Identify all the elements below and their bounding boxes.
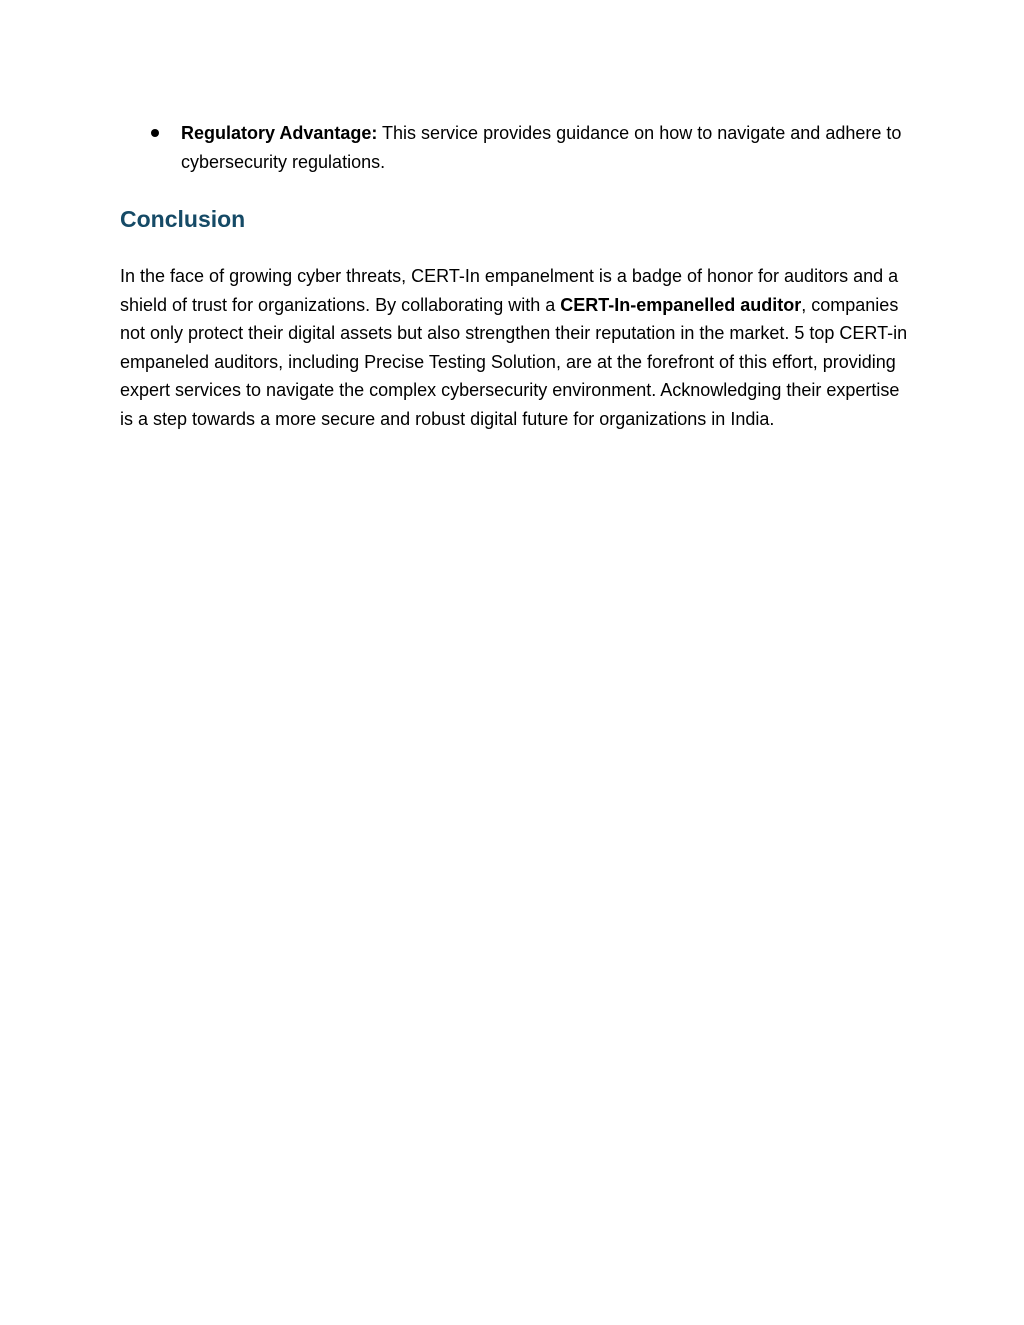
bullet-dot-icon xyxy=(151,129,159,137)
paragraph-text-part2: , companies not only protect their digital assets but also strengthen their reputation in the market. 5 top CERT-in empaneled auditors, including Precise Testing Solution, are at the forefront of this effort, providing expert services to navigate the complex cybersecurity environment. Acknowledging their expertise is a step towards a more secure and robust digital future for organizations in India. xyxy=(120,294,908,429)
conclusion-paragraph xyxy=(120,262,910,433)
bullet-list xyxy=(120,119,910,176)
paragraph-bold-term: CERT-In-empanelled auditor xyxy=(560,294,802,315)
bullet-item-regulatory-advantage xyxy=(120,119,910,176)
bullet-text: This service provides guidance on how to navigate and adhere to cybersecurity regulations. xyxy=(181,123,902,172)
section-heading-conclusion: Conclusion xyxy=(120,206,246,232)
paragraph-text-part1: In the face of growing cyber threats, CERT-In empanelment is a badge of honor for auditors and a shield of trust for organizations. By collaborating with a xyxy=(120,266,899,315)
bullet-bold-label: Regulatory Advantage: xyxy=(181,123,378,143)
